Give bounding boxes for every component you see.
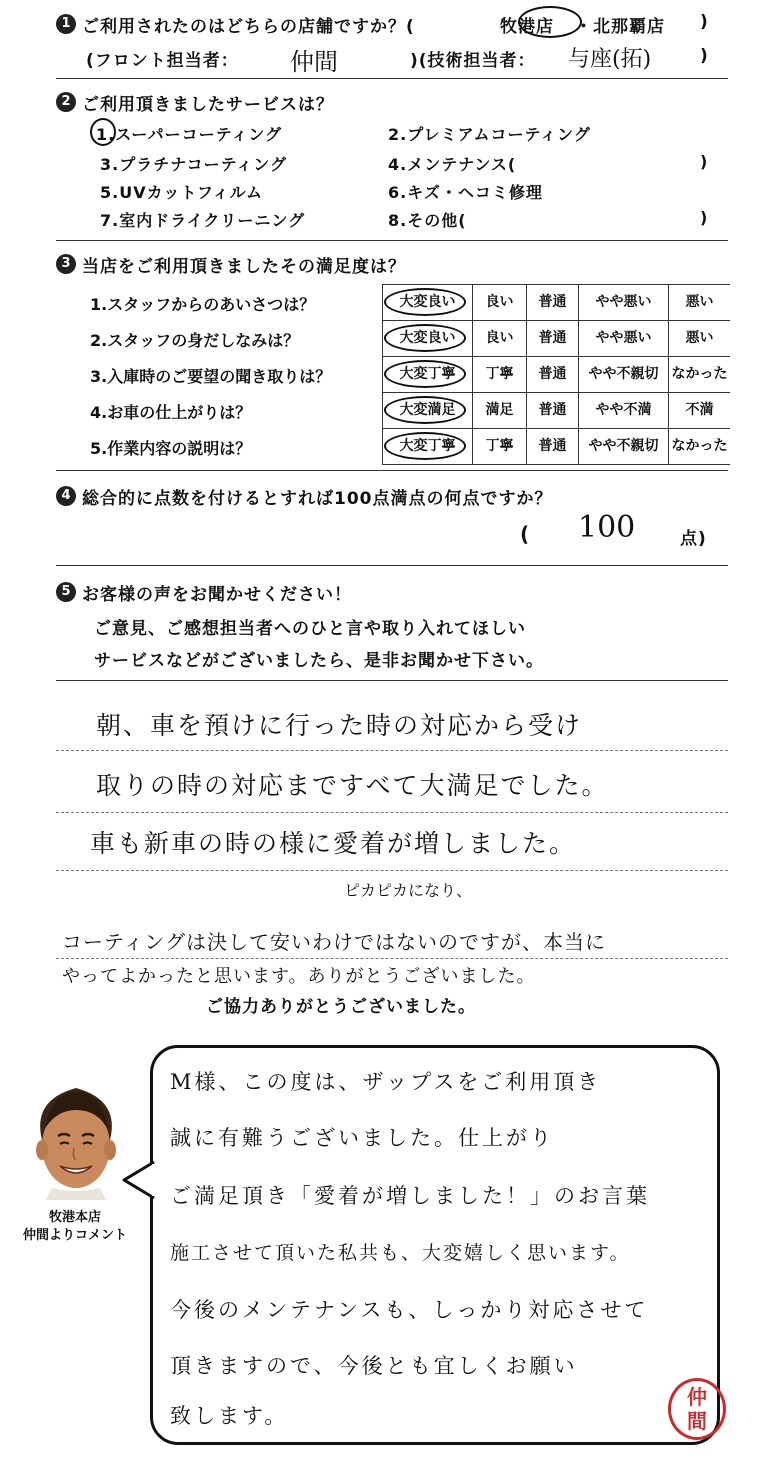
comment-line: 朝、車を預けに行った時の対応から受け — [96, 711, 583, 740]
reply-line: M様、この度は、ザップスをご利用頂き — [170, 1070, 602, 1094]
rating-selected-circle — [384, 288, 466, 316]
rating-option: なかった — [668, 356, 730, 392]
reply-line: 頂きますので、今後とも宜しくお願い — [170, 1354, 578, 1378]
service-option: 2.プレミアムコーティング — [388, 125, 591, 144]
score-unit: 点) — [680, 529, 707, 549]
rating-option: 大変良い — [382, 320, 472, 356]
q1-close-paren: ) — [700, 12, 709, 32]
question-3-number: 3 — [56, 254, 76, 274]
ruled-line — [56, 958, 728, 959]
table-rule — [382, 284, 730, 285]
rating-option: やや不満 — [578, 392, 668, 428]
service-close-paren: ) — [700, 208, 709, 227]
rating-option: 普通 — [526, 428, 578, 464]
comment-line: コーティングは決して安いわけではないのですが、本当に — [62, 930, 606, 954]
ruled-line — [56, 750, 728, 751]
reply-line: ご満足頂き「愛着が増しました！」のお言葉 — [170, 1184, 650, 1208]
rating-row — [0, 356, 768, 392]
rating-option: 不満 — [668, 392, 730, 428]
comment-line: 取りの時の対応まですべて大満足でした。 — [96, 771, 609, 800]
rating-option: 悪い — [668, 284, 730, 320]
rating-row — [0, 428, 768, 464]
front-staff-value: 仲間 — [290, 48, 338, 76]
rating-selected-circle — [384, 360, 466, 388]
rating-row — [0, 392, 768, 428]
stamp-text: 仲間 — [687, 1385, 707, 1433]
rating-row — [0, 320, 768, 356]
rating-option: やや不親切 — [578, 356, 668, 392]
store-other: ・北那覇店 — [575, 17, 665, 37]
question-2-text: ご利用頂きましたサービスは？ — [82, 95, 334, 115]
rating-question: 1.スタッフからのあいさつは？ — [90, 295, 316, 314]
comment-insert: ピカピカになり、 — [344, 881, 473, 900]
ruled-line — [56, 870, 728, 871]
rating-option: 良い — [472, 284, 526, 320]
service-option: 7.室内ドライクリーニング — [100, 211, 306, 230]
rating-option: なかった — [668, 428, 730, 464]
question-4-number: 4 — [56, 486, 76, 506]
question-1-text: ご利用されたのはどちらの店舗ですか？( — [82, 17, 415, 37]
service-option: 5.UVカットフィルム — [100, 183, 264, 202]
rating-question: 5.作業内容の説明は？ — [90, 439, 252, 458]
divider — [56, 680, 728, 681]
comment-line: 車も新車の時の様に愛着が増しました。 — [90, 829, 577, 858]
tech-staff-value: 与座(拓) — [568, 47, 652, 72]
service-option: 8.その他( — [388, 211, 467, 230]
q1-tech-close: ) — [700, 46, 709, 66]
rating-selected-circle — [384, 396, 466, 424]
reply-line: 致します。 — [170, 1404, 289, 1428]
question-5-number: 5 — [56, 582, 76, 602]
question-2-number: 2 — [56, 92, 76, 112]
rating-option: 丁寧 — [472, 356, 526, 392]
comment-line: やってよかったと思います。ありがとうございました。 — [62, 966, 536, 987]
rating-question: 2.スタッフの身だしなみは？ — [90, 331, 300, 350]
tech-staff-label: )(技術担当者： — [410, 51, 536, 71]
rating-option: 大変丁寧 — [382, 356, 472, 392]
rating-option: 満足 — [472, 392, 526, 428]
divider — [56, 565, 728, 566]
table-rule — [382, 464, 730, 465]
divider — [56, 470, 728, 471]
score-open-paren: ( — [520, 522, 531, 546]
rating-question: 4.お車の仕上がりは？ — [90, 403, 252, 422]
reply-line: 施工させて頂いた私共も、大変嬉しく思います。 — [170, 1242, 631, 1264]
divider — [56, 240, 728, 241]
staff-avatar — [22, 1070, 130, 1200]
service-option: 3.プラチナコーティング — [100, 155, 287, 174]
rating-option: 大変丁寧 — [382, 428, 472, 464]
front-staff-label: (フロント担当者： — [86, 51, 239, 71]
rating-question: 3.入庫時のご要望の聞き取りは？ — [90, 367, 332, 386]
rating-option: 丁寧 — [472, 428, 526, 464]
ruled-line — [56, 812, 728, 813]
divider — [56, 78, 728, 79]
question-5-sub1: ご意見、ご感想担当者へのひと言や取り入れてほしい — [94, 619, 526, 639]
rating-option: やや悪い — [578, 320, 668, 356]
rating-selected-circle — [384, 432, 466, 460]
rating-selected-circle — [384, 324, 466, 352]
score-value: 100 — [578, 510, 636, 545]
service-option: 6.キズ・ヘコミ修理 — [388, 183, 543, 202]
rating-option: 普通 — [526, 356, 578, 392]
rating-option: 大変良い — [382, 284, 472, 320]
question-3-text: 当店をご利用頂きましたその満足度は？ — [82, 257, 406, 277]
question-4-text: 総合的に点数を付けるとすれば100点満点の何点ですか？ — [82, 489, 553, 509]
question-5-text: お客様の声をお聞かせください！ — [82, 585, 352, 605]
rating-option: 良い — [472, 320, 526, 356]
reply-line: 今後のメンテナンスも、しっかり対応させて — [170, 1298, 649, 1322]
rating-option: 普通 — [526, 392, 578, 428]
question-5-sub2: サービスなどがございましたら、是非お聞かせ下さい。 — [94, 651, 544, 671]
question-1-number: 1 — [56, 14, 76, 34]
staff-caption-name: 仲間よりコメント — [22, 1228, 127, 1243]
service-option: 4.メンテナンス( — [388, 155, 517, 174]
store-selected-circle — [518, 6, 582, 38]
rating-option: 悪い — [668, 320, 730, 356]
service-selected-circle — [90, 118, 116, 146]
bubble-tail — [122, 1160, 156, 1200]
thanks-text: ご協力ありがとうございました。 — [206, 997, 476, 1017]
rating-option: 普通 — [526, 284, 578, 320]
rating-row — [0, 284, 768, 320]
name-stamp — [668, 1378, 726, 1440]
rating-option: 普通 — [526, 320, 578, 356]
rating-option: やや不親切 — [578, 428, 668, 464]
service-option: 1.スーパーコーティング — [96, 125, 283, 144]
reply-line: 誠に有難うございました。仕上がり — [170, 1126, 554, 1150]
staff-caption-store: 牧港本店 — [48, 1210, 101, 1225]
rating-option: やや悪い — [578, 284, 668, 320]
service-close-paren: ) — [700, 152, 709, 171]
store-selected: 牧港店 — [500, 17, 554, 37]
rating-option: 大変満足 — [382, 392, 472, 428]
